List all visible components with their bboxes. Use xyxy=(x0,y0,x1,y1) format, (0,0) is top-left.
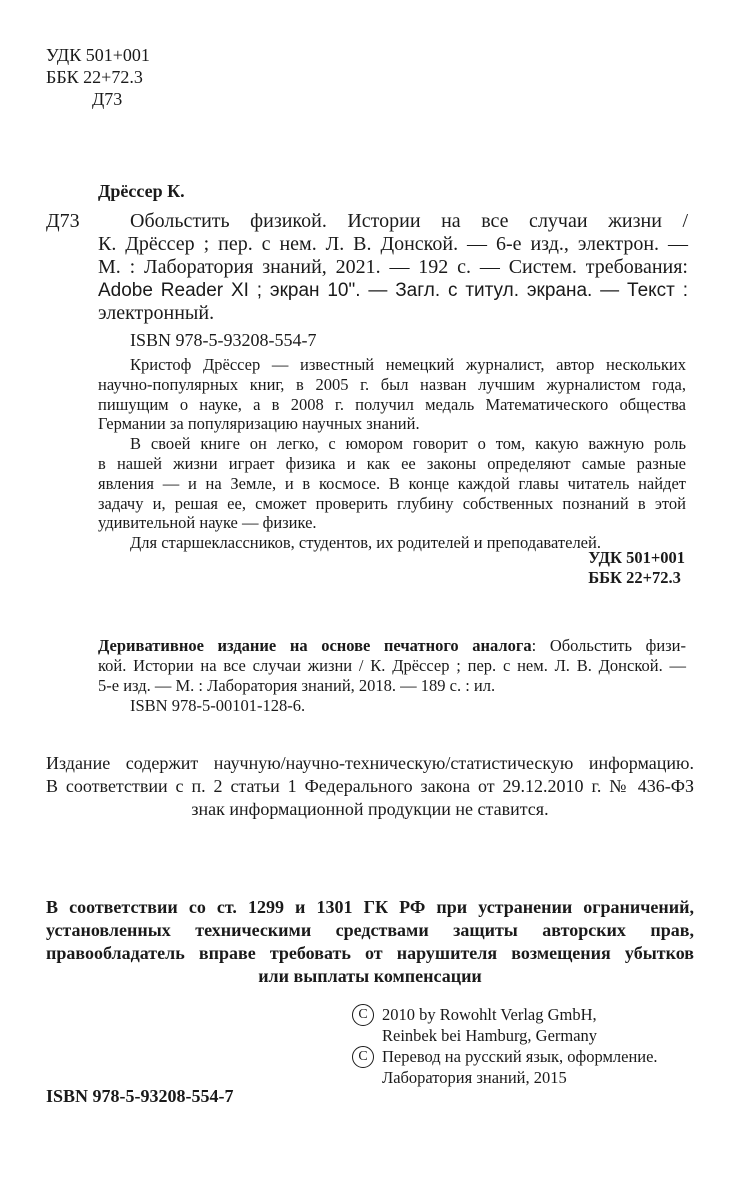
annotation-line: Кристоф Дрёссер — известный немецкий журналист, автор нескольких xyxy=(130,355,686,374)
copyright-text: Лаборатория знаний, 2015 xyxy=(382,1068,567,1087)
legal-line: или выплаты компенсации xyxy=(258,966,482,986)
annotation-line: в нашей жизни играет физика и как ее законы определяют самые разные xyxy=(98,453,686,473)
annotation xyxy=(98,355,686,553)
copyright-icon: C xyxy=(352,1046,374,1068)
derivative-line: 5-е изд. — М. : Лаборатория знаний, 2018. — 189 с. : ил. xyxy=(98,676,496,695)
annotation-line: научно-популярных книг, в 2005 г. был назван лучшим журналистом года, xyxy=(98,374,686,394)
derivative-isbn: ISBN 978-5-00101-128-6. xyxy=(130,696,306,715)
info-line: В соответствии с п. 2 статьи 1 Федерального закона от 29.12.2010 г. № 436-ФЗ xyxy=(46,776,694,796)
annotation-line: пишущим о науке, а в 2008 г. получил медаль Математического общества xyxy=(98,394,686,414)
derivative-line1-rest: : Обольстить физи- xyxy=(531,636,686,655)
copyright-text: Reinbek bei Hamburg, Germany xyxy=(382,1026,598,1045)
info-line: знак информационной продукции не ставится. xyxy=(191,799,549,819)
copyright-text: 2010 by Rowohlt Verlag GmbH, xyxy=(382,1005,597,1024)
legal-notice xyxy=(46,896,694,988)
author-heading: Дрёссер К. xyxy=(98,181,185,201)
copyright-text: Перевод на русский язык, оформление. xyxy=(382,1047,658,1066)
legal-line: В соответствии со ст. 1299 и 1301 ГК РФ при устранении ограничений, xyxy=(46,897,694,917)
copyright-row xyxy=(352,1004,658,1026)
annotation-line: задачу и, решая ее, сможет проверить глубину собственных познаний в этой xyxy=(98,493,686,513)
derivative-edition xyxy=(98,636,686,716)
bbk-code: ББК 22+72.3 xyxy=(46,67,143,87)
legal-line: правообладатель вправе требовать от нарушителя возмещения убытков xyxy=(46,943,694,963)
entry-line: Обольстить физикой. Истории на все случаи жизни / xyxy=(130,210,688,232)
classification-codes xyxy=(46,44,150,110)
annotation-line: явления — и на Земле, и в космосе. В конце каждой главы читатель найдет xyxy=(98,473,686,493)
udk-code-right: УДК 501+001 xyxy=(588,548,685,567)
copyright-block xyxy=(352,1004,658,1088)
author-mark: Д73 xyxy=(92,89,123,109)
entry-line: электронный. xyxy=(98,302,215,324)
copyright-row xyxy=(352,1026,658,1046)
audience-line: Для старшеклассников, студентов, их родителей и преподавателей. xyxy=(130,533,601,553)
entry-line: М. : Лаборатория знаний, 2021. — 192 с. — Систем. требования: xyxy=(98,256,688,278)
udk-code: УДК 501+001 xyxy=(46,45,150,65)
copyright-icon: C xyxy=(352,1004,374,1026)
isbn-bottom: ISBN 978-5-93208-554-7 xyxy=(46,1086,234,1106)
annotation-line: В своей книге он легко, с юмором говорит о том, какую важную роль xyxy=(130,434,686,454)
entry-author-mark: Д73 xyxy=(46,210,80,232)
annotation-line: Германии за популяризацию научных знаний. xyxy=(98,414,420,434)
annotation-line: удивительной науке — физике. xyxy=(98,513,317,533)
isbn-main: ISBN 978-5-93208-554-7 xyxy=(130,330,317,350)
entry-line: Adobe Reader XI ; экран 10". — Загл. с титул. экрана. — Текст : xyxy=(98,280,688,301)
copyright-row xyxy=(352,1046,658,1068)
derivative-title: Деривативное издание на основе печатного аналога xyxy=(98,636,532,655)
derivative-line xyxy=(98,636,686,656)
entry-line: К. Дрёссер ; пер. с нем. Л. В. Донской. — 6-е изд., электрон. — xyxy=(98,233,688,255)
info-notice xyxy=(46,752,694,821)
legal-line: установленных техническими средствами защиты авторских прав, xyxy=(46,920,694,940)
bibliographic-entry xyxy=(98,210,688,325)
copyright-row xyxy=(352,1068,658,1088)
info-line: Издание содержит научную/научно-техническую/статистическую информацию. xyxy=(46,753,694,773)
derivative-line: кой. Истории на все случаи жизни / К. Дрёссер ; пер. с нем. Л. В. Донской. — xyxy=(98,656,686,675)
classification-codes-right xyxy=(588,548,685,588)
bbk-code-right: ББК 22+72.3 xyxy=(588,568,681,587)
